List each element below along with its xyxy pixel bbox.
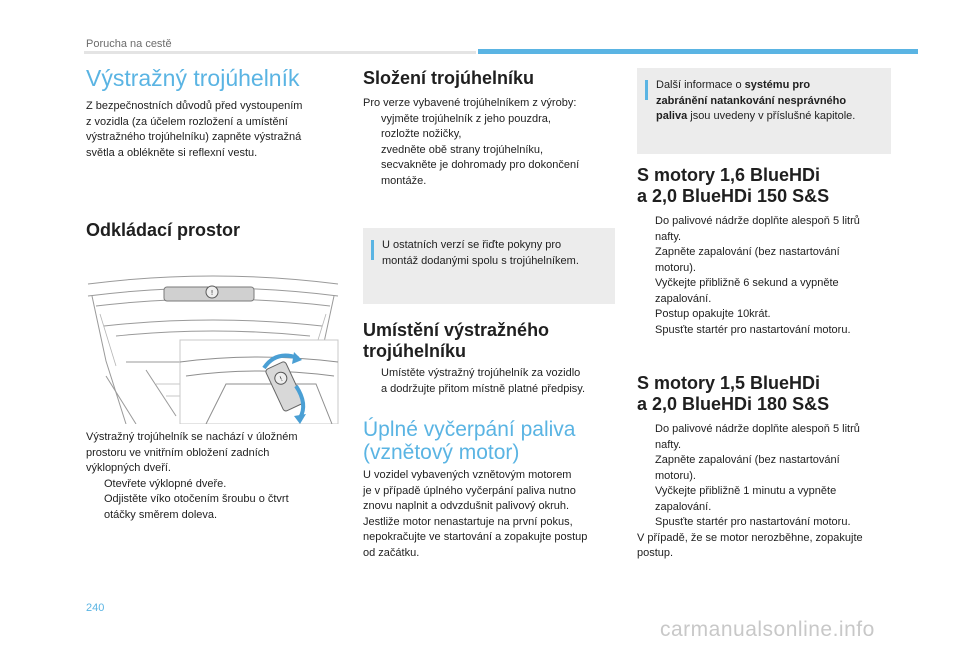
header-accent-bar: [478, 49, 918, 54]
info-icon: [645, 80, 648, 100]
trunk-illustration: [86, 266, 340, 424]
intro-paragraph: Z bezpečnostních důvodů před vystoupením z vozidla (za účelem rozložení a umístění výstražného trojúhelníku) zapněte výstražná světla a oblékněte si reflexní vestu.: [86, 100, 303, 159]
list-item: Spusťte startér pro nastartování motoru.: [655, 323, 851, 336]
list-item: Postup opakujte 10krát.: [655, 308, 771, 320]
fuel-paragraph: U vozidel vybavených vznětovým motorem je v případě úplného vyčerpání paliva nutno znovu naplnit a odvzdušnit palivový okruh. Jestliže motor nenastartuje na první pokus, nepokračujte ve startování a zopakujte postup od začátku.: [363, 469, 588, 559]
placement-heading: Umístění výstražného trojúhelníku: [363, 320, 550, 361]
fold-section: Pro verze vybavené trojúhelníkem z výroby: vyjměte trojúhelník z jeho pouzdra, rozložte nožičky, zvedněte obě strany trojúhelníku, secvakněte je dohromady pro dokončení montáže.: [363, 96, 619, 189]
engine-16-heading: S motory 1,6 BlueHDi a 2,0 BlueHDi 150 S&S: [637, 165, 830, 206]
list-item: vyjměte trojúhelník z jeho pouzdra,: [381, 112, 551, 125]
storage-heading: Odkládací prostor: [86, 220, 241, 240]
page-title: Výstražný trojúhelník: [86, 65, 300, 91]
placement-section: [363, 366, 619, 397]
engine-15-steps: Do palivové nádrže doplňte alespoň 5 litrů nafty. Zapněte zapalování (bez nastartování motoru). Vyčkejte přibližně 1 minutu a vypněte zapalování. Spusťte startér pro nastartování motoru. V případě, že se motor nerozběhne, zopakujte postup.: [637, 422, 899, 562]
fold-heading: Složení trojúhelníku: [363, 68, 535, 88]
list-item: rozložte nožičky,: [381, 128, 462, 140]
section-header: Porucha na cestě: [86, 38, 172, 50]
info-box-other-versions: U ostatních verzí se řiďte pokyny pro montáž dodanými spolu s trojúhelníkem.: [363, 228, 615, 304]
list-item: Do palivové nádrže doplňte alespoň 5 litrů nafty.: [655, 215, 860, 243]
watermark: carmanualsonline.info: [660, 618, 875, 641]
list-item: Odjistěte víko otočením šroubu o čtvrt otáčky směrem doleva.: [104, 493, 289, 521]
list-item: Do palivové nádrže doplňte alespoň 5 litrů nafty.: [655, 423, 860, 451]
info-icon: [371, 240, 374, 260]
list-item: Umístěte výstražný trojúhelník za vozidlo a dodržujte přitom místně platné předpisy.: [381, 367, 586, 395]
engine-15-heading: S motory 1,5 BlueHDi a 2,0 BlueHDi 180 S&S: [637, 373, 830, 414]
fuel-heading: Úplné vyčerpání paliva (vznětový motor): [363, 418, 576, 464]
list-item: Vyčkejte přibližně 6 sekund a vypněte zapalování.: [655, 277, 839, 305]
list-item: Zapněte zapalování (bez nastartování motoru).: [655, 246, 840, 274]
storage-paragraph: Výstražný trojúhelník se nachází v úložném prostoru ve vnitřním obložení zadních výklopných dveří. Otevřete výklopné dveře. Odjistěte víko otočením šroubu o čtvrt otáčky směrem doleva.: [86, 430, 348, 523]
list-item: Spusťte startér pro nastartování motoru.: [655, 516, 851, 528]
list-item: Zapněte zapalování (bez nastartování motoru).: [655, 454, 840, 482]
svg-text:!: !: [278, 374, 285, 384]
engine-16-steps: [637, 214, 899, 338]
list-item: secvakněte je dohromady pro dokončení montáže.: [381, 159, 580, 187]
list-item: Vyčkejte přibližně 1 minutu a vypněte zapalování.: [655, 485, 837, 513]
svg-text:!: !: [210, 289, 214, 297]
list-item: zvedněte obě strany trojúhelníku,: [381, 143, 544, 156]
list-item: Otevřete výklopné dveře.: [104, 477, 227, 490]
info-box-misfuel: Další informace o systému pro zabránění natankování nesprávného paliva jsou uvedeny v příslušné kapitole.: [637, 68, 891, 154]
header-rule: [84, 51, 476, 54]
page-number: 240: [86, 602, 105, 614]
